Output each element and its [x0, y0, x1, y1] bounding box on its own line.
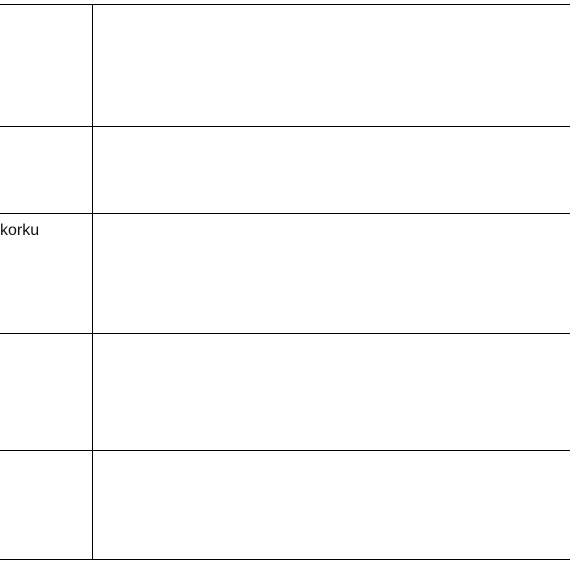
column-divider	[92, 127, 93, 213]
row-label: korku	[0, 222, 40, 239]
column-divider	[92, 5, 93, 126]
table-row	[0, 450, 570, 560]
column-divider	[92, 334, 93, 450]
column-divider	[92, 214, 93, 333]
column-divider	[92, 451, 93, 560]
table-row	[0, 213, 570, 333]
table-row	[0, 333, 570, 450]
table-row	[0, 5, 570, 126]
table-row	[0, 126, 570, 213]
emotion-table	[0, 4, 570, 560]
